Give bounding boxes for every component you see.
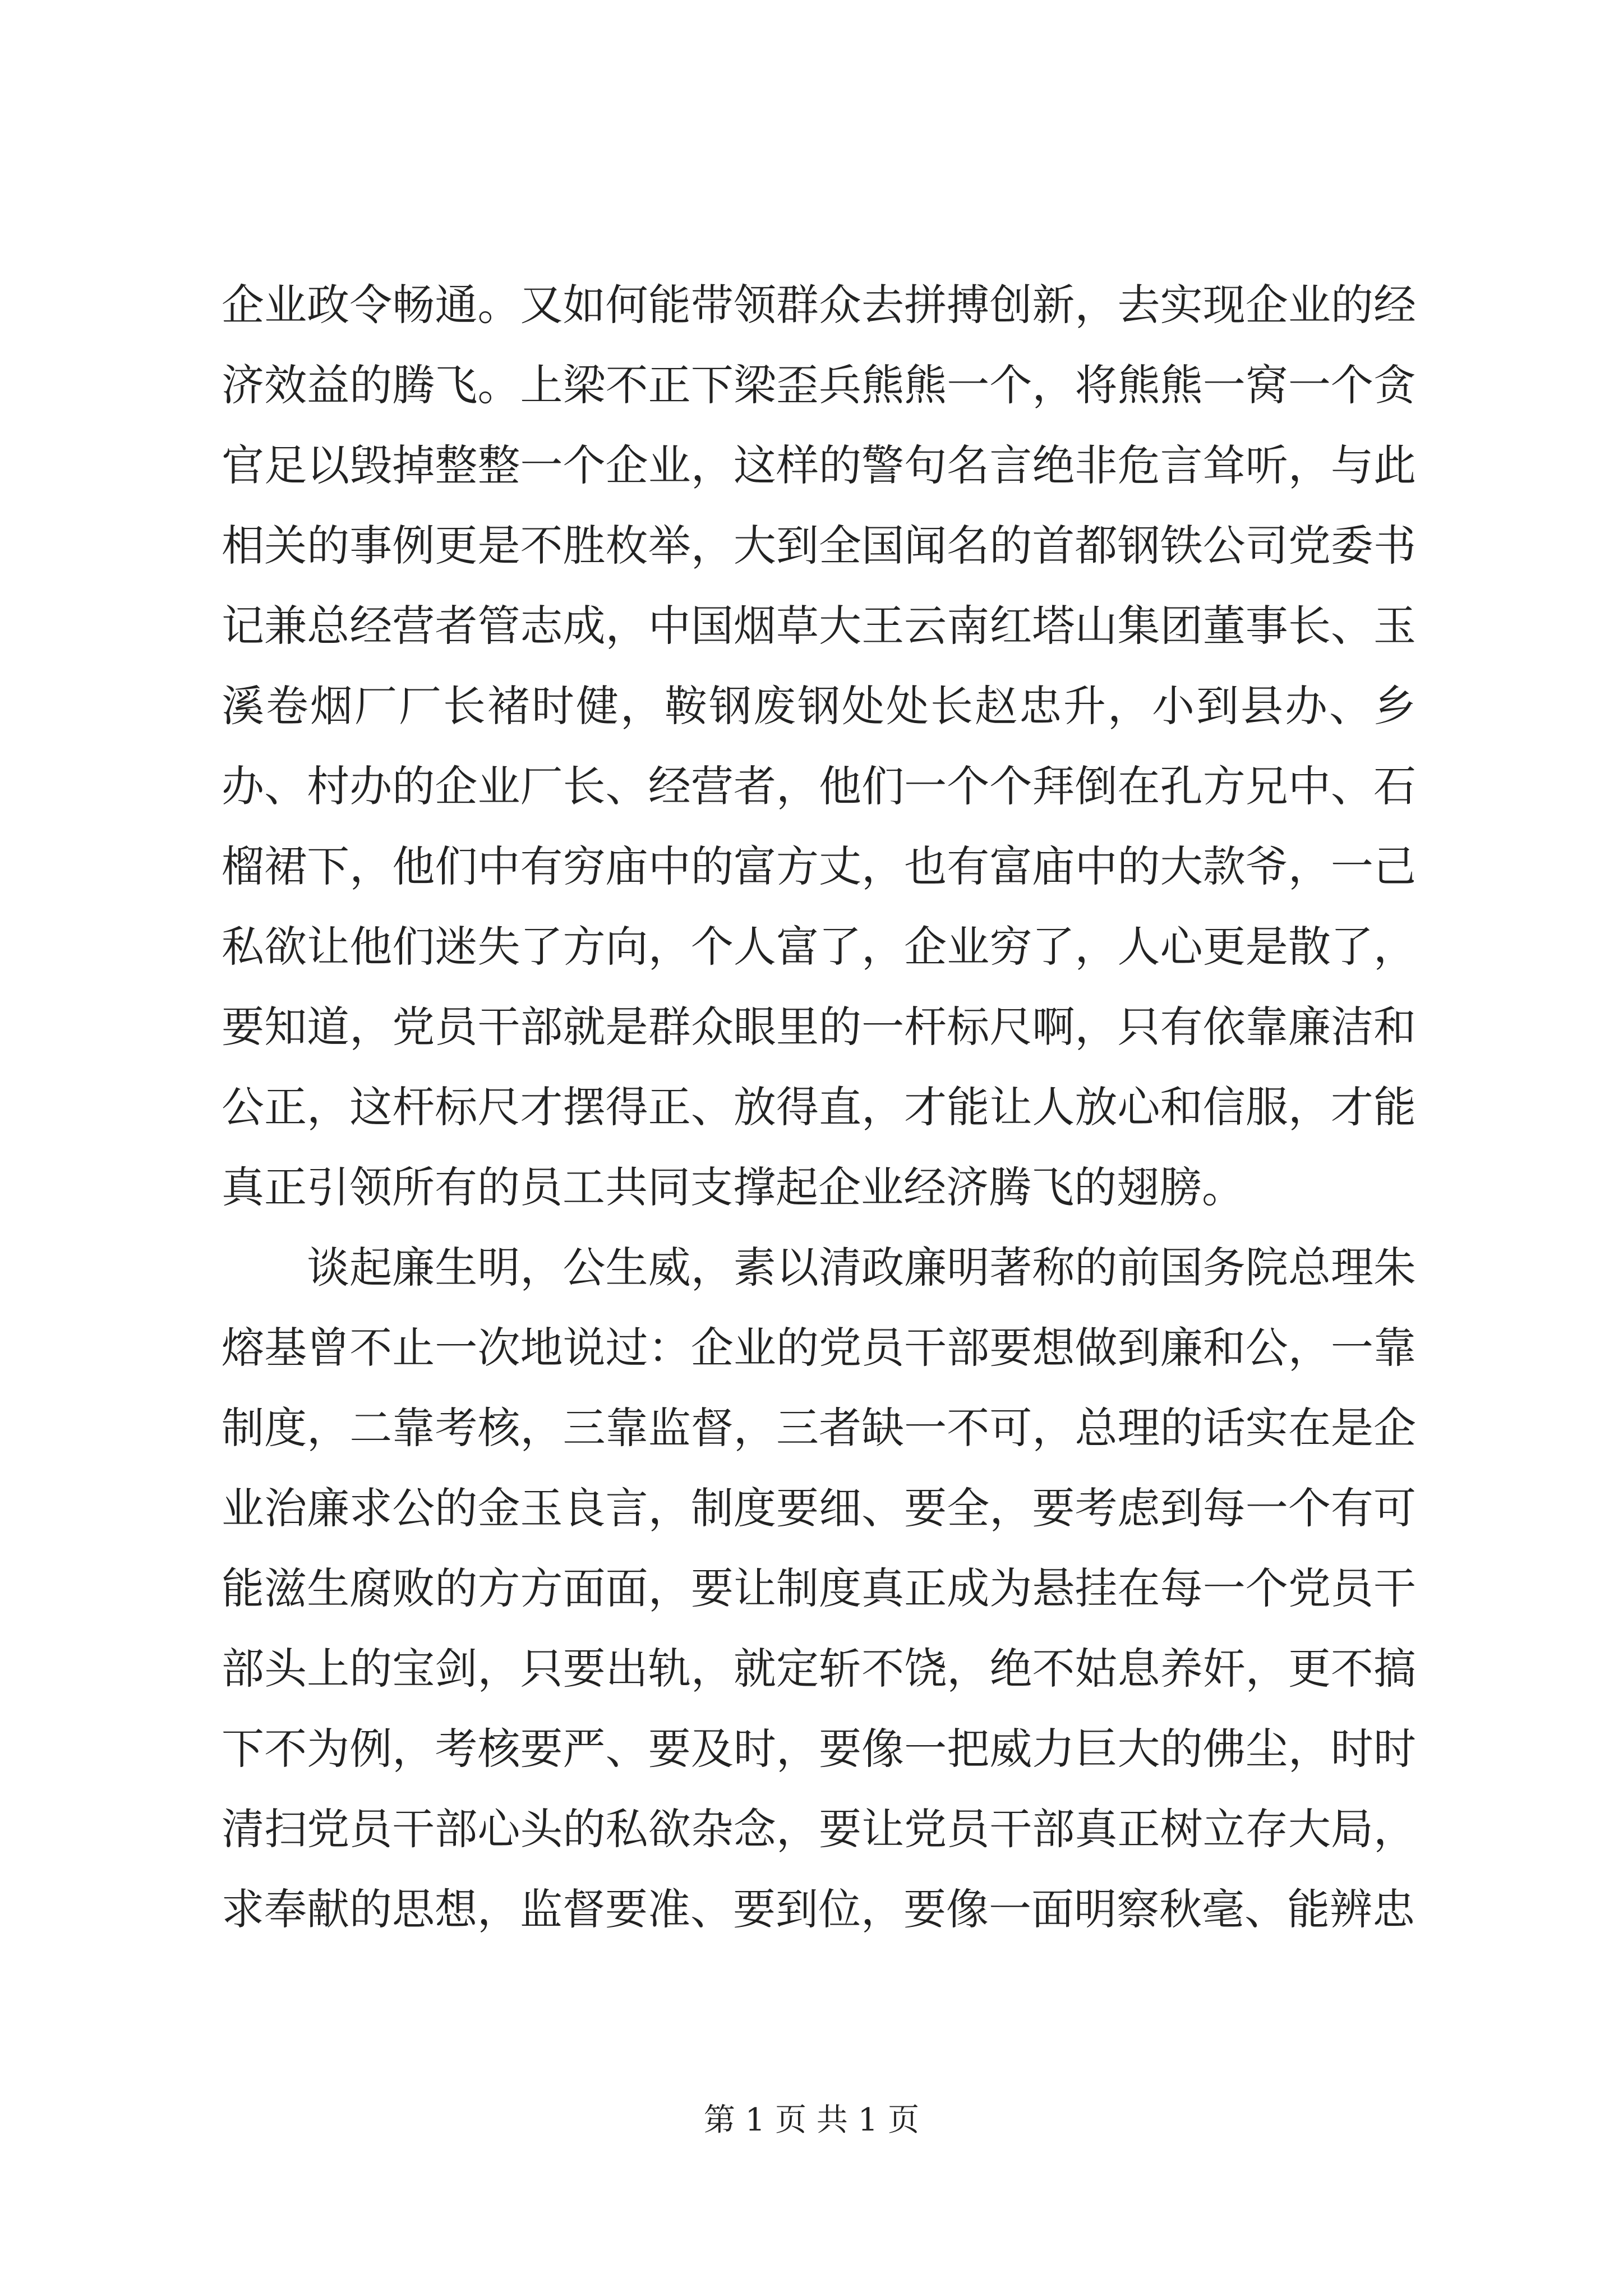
- page-footer: 第 1 页 共 1 页: [703, 2102, 920, 2138]
- body-text: [222, 265, 1416, 1949]
- paragraph-2: 谈起廉生明，公生威，素以清政廉明著称的前国务院总理朱熔基曾不止一次地说过：企业的党员干部要想做到廉和公，一靠制度，二靠考核，三靠监督，三者缺一不可，总理的话实在是企业治廉求公的金玉良言，制度要细、要全，要考虑到每一个有可能滋生腐败的方方面面，要让制度真正成为悬挂在每一个党员干部头上的宝剑，只要出轨，就定斩不饶，绝不姑息养奸，更不搞下不为例，考核要严、要及时，要像一把威力巨大的佛尘，时时清扫党员干部心头的私欲杂念，要让党员干部真正树立存大局，求奉献的思想，监督要准、要到位，要像一面明察秋毫、能辨忠: [222, 1243, 1416, 1934]
- paragraph-1: 企业政令畅通。又如何能带领群众去拼搏创新，去实现企业的经济效益的腾飞。上梁不正下梁歪兵熊熊一个，将熊熊一窝一个贪官足以毁掉整整一个企业，这样的警句名言绝非危言耸听，与此相关的事例更是不胜枚举，大到全国闻名的首都钢铁公司党委书记兼总经营者管志成，中国烟草大王云南红塔山集团董事长、玉溪卷烟厂厂长褚时健，鞍钢废钢处处长赵忠升，小到县办、乡办、村办的企业厂长、经营者，他们一个个拜倒在孔方兄中、石榴裙下，他们中有穷庙中的富方丈，也有富庙中的大款爷，一己私欲让他们迷失了方向，个人富了，企业穷了，人心更是散了，要知道，党员干部就是群众眼里的一杆标尺啊，只有依靠廉洁和公正，这杆标尺才摆得正、放得直，才能让人放心和信服，才能真正引领所有的员工共同支撑起企业经济腾飞的翅膀。: [222, 280, 1416, 1212]
